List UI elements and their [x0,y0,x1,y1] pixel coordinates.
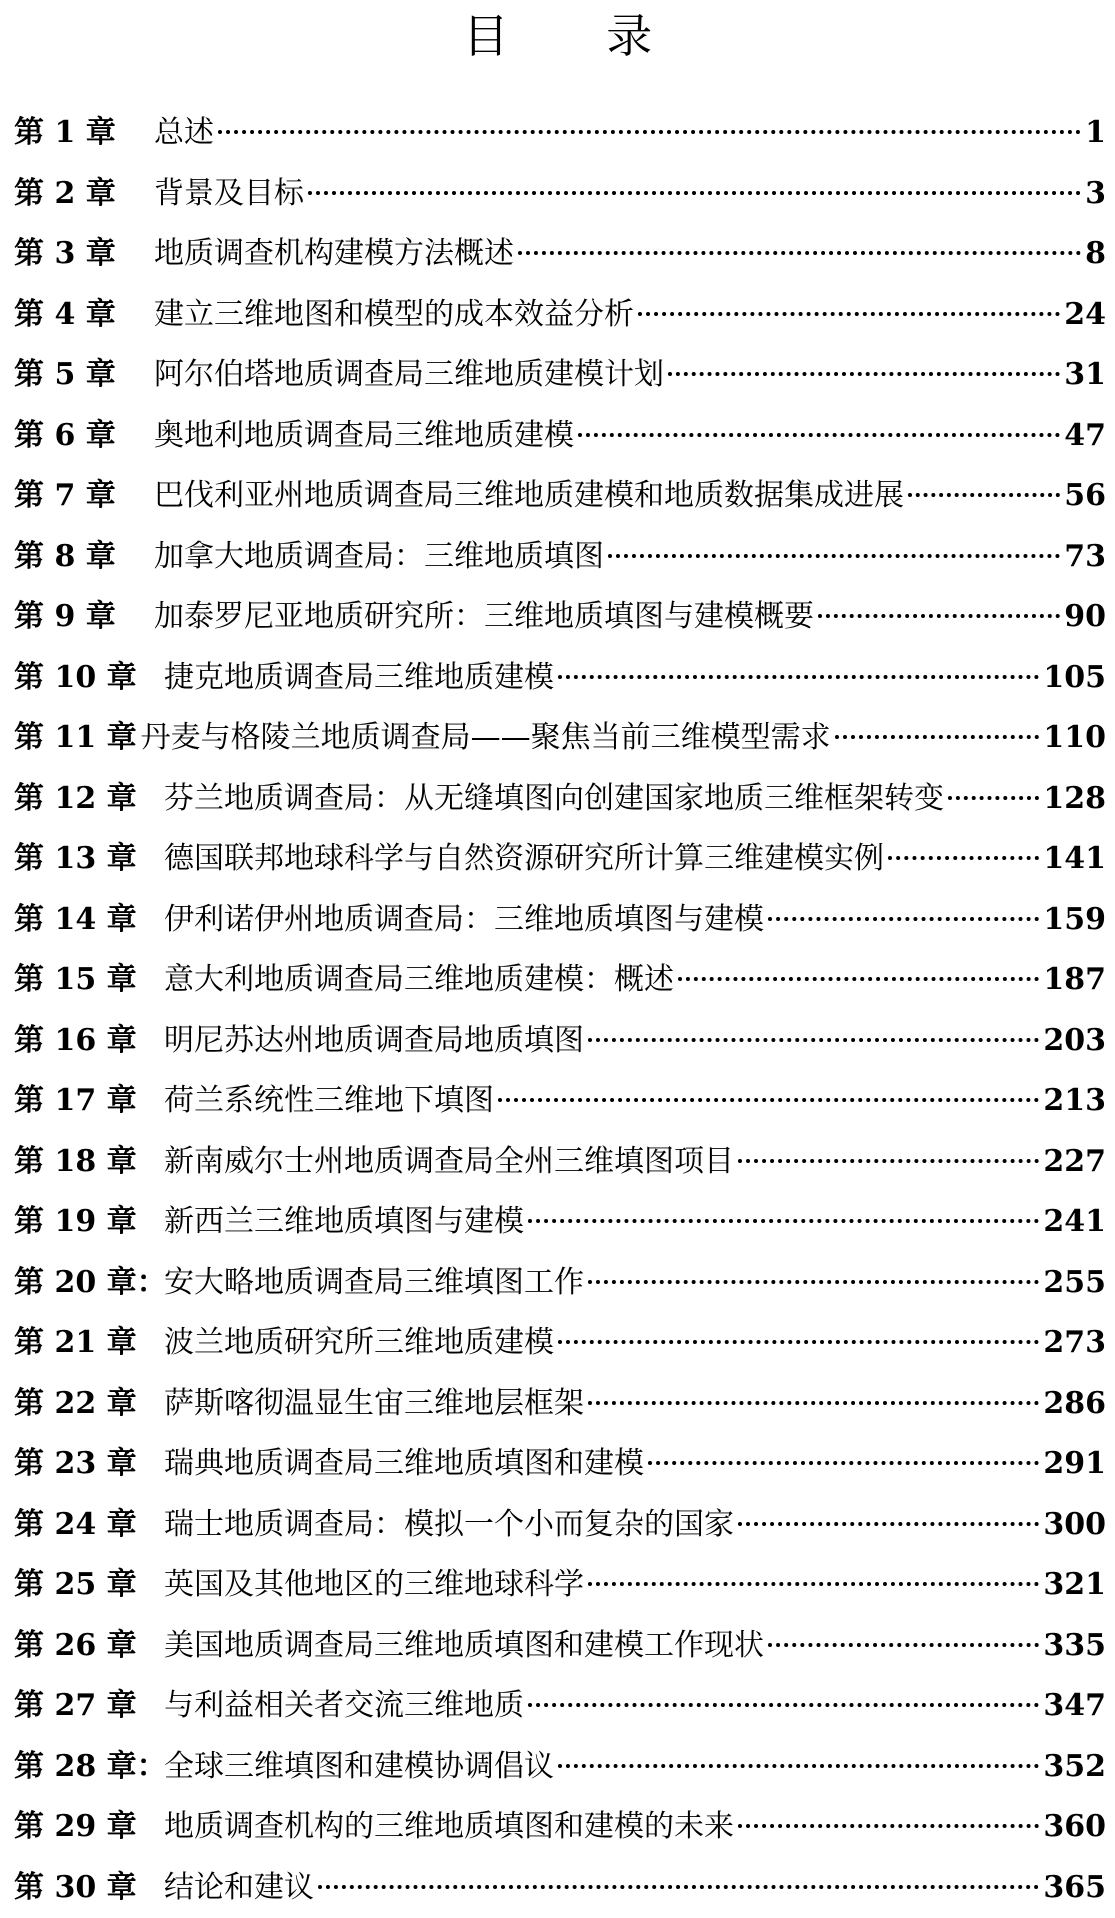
toc-entry[interactable] [14,103,1106,164]
dot-leader [578,433,1060,437]
chapter-label: 第 11 章 [14,708,137,769]
chapter-label: 第 20 章： [14,1253,164,1314]
dot-leader [948,796,1039,800]
chapter-label: 第 26 章 [14,1616,164,1677]
toc-entry[interactable] [14,1192,1106,1253]
page-number: 47 [1064,406,1106,467]
toc-entry[interactable] [14,1737,1106,1798]
chapter-label: 第 25 章 [14,1555,164,1616]
toc-entry[interactable] [14,1011,1106,1072]
chapter-title: 总述 [154,103,214,164]
page-number: 291 [1043,1434,1106,1495]
toc-entry[interactable] [14,1253,1106,1314]
chapter-label: 第 24 章 [14,1495,164,1556]
toc-entry[interactable] [14,950,1106,1011]
dot-leader [318,1885,1039,1889]
toc-entry[interactable] [14,466,1106,527]
chapter-title: 地质调查机构的三维地质填图和建模的未来 [164,1797,734,1858]
page-number: 141 [1043,829,1106,890]
chapter-label: 第 27 章 [14,1676,164,1737]
chapter-title: 伊利诺伊州地质调查局：三维地质填图与建模 [164,890,764,951]
chapter-label: 第 12 章 [14,769,164,830]
toc-entry[interactable] [14,527,1106,588]
dot-leader [558,1764,1039,1768]
toc-entry[interactable] [14,345,1106,406]
chapter-title: 奥地利地质调查局三维地质建模 [154,406,574,467]
chapter-label: 第 2 章 [14,164,154,225]
page-number: 1 [1085,103,1106,164]
toc-entry[interactable] [14,406,1106,467]
toc-entry[interactable] [14,769,1106,830]
chapter-label: 第 7 章 [14,466,154,527]
page-number: 360 [1043,1797,1106,1858]
chapter-label: 第 21 章 [14,1313,164,1374]
chapter-title: 与利益相关者交流三维地质 [164,1676,524,1737]
chapter-title: 新西兰三维地质填图与建模 [164,1192,524,1253]
toc-entry[interactable] [14,1132,1106,1193]
page-number: 213 [1043,1071,1106,1132]
toc-entry[interactable] [14,890,1106,951]
chapter-title: 瑞士地质调查局：模拟一个小而复杂的国家 [164,1495,734,1556]
chapter-title: 加拿大地质调查局：三维地质填图 [154,527,604,588]
table-of-contents [14,103,1106,1918]
dot-leader [768,1643,1039,1647]
dot-leader [558,675,1039,679]
page-number: 273 [1043,1313,1106,1374]
chapter-label: 第 10 章 [14,648,164,709]
chapter-label: 第 8 章 [14,527,154,588]
dot-leader [638,312,1060,316]
toc-entry[interactable] [14,164,1106,225]
page-number: 347 [1043,1676,1106,1737]
dot-leader [768,917,1039,921]
chapter-label: 第 18 章 [14,1132,164,1193]
chapter-label: 第 28 章： [14,1737,164,1798]
dot-leader [738,1159,1039,1163]
page-number: 321 [1043,1555,1106,1616]
page-title: 目 录 [0,6,1115,66]
toc-entry[interactable] [14,708,1106,769]
toc-entry[interactable] [14,829,1106,890]
dot-leader [528,1219,1039,1223]
page-number: 90 [1064,587,1106,648]
chapter-label: 第 14 章 [14,890,164,951]
dot-leader [218,130,1081,134]
page-number: 352 [1043,1737,1106,1798]
page-number: 227 [1043,1132,1106,1193]
dot-leader [518,251,1081,255]
chapter-label: 第 1 章 [14,103,154,164]
chapter-label: 第 23 章 [14,1434,164,1495]
dot-leader [835,735,1040,739]
chapter-title: 全球三维填图和建模协调倡议 [164,1737,554,1798]
page-number: 105 [1043,648,1106,709]
dot-leader [498,1098,1039,1102]
dot-leader [588,1038,1039,1042]
chapter-label: 第 17 章 [14,1071,164,1132]
page-number: 56 [1064,466,1106,527]
page-number: 24 [1064,285,1106,346]
toc-entry[interactable] [14,587,1106,648]
dot-leader [908,493,1060,497]
page-number: 8 [1085,224,1106,285]
toc-entry[interactable] [14,1071,1106,1132]
chapter-title: 阿尔伯塔地质调查局三维地质建模计划 [154,345,664,406]
page-number: 255 [1043,1253,1106,1314]
chapter-title: 萨斯喀彻温显生宙三维地层框架 [164,1374,584,1435]
dot-leader [608,554,1060,558]
dot-leader [528,1703,1039,1707]
chapter-title: 背景及目标 [154,164,304,225]
chapter-label: 第 16 章 [14,1011,164,1072]
toc-entry[interactable] [14,1555,1106,1616]
dot-leader [678,977,1039,981]
dot-leader [558,1340,1039,1344]
chapter-label: 第 29 章 [14,1797,164,1858]
chapter-title: 瑞典地质调查局三维地质填图和建模 [164,1434,644,1495]
chapter-title: 丹麦与格陵兰地质调查局——聚焦当前三维模型需求 [141,708,831,769]
chapter-label: 第 3 章 [14,224,154,285]
dot-leader [588,1401,1039,1405]
chapter-title: 芬兰地质调查局：从无缝填图向创建国家地质三维框架转变 [164,769,944,830]
page-number: 159 [1043,890,1106,951]
chapter-title: 德国联邦地球科学与自然资源研究所计算三维建模实例 [164,829,884,890]
page-number: 241 [1043,1192,1106,1253]
dot-leader [308,191,1081,195]
toc-entry[interactable] [14,1495,1106,1556]
chapter-label: 第 22 章 [14,1374,164,1435]
chapter-title: 英国及其他地区的三维地球科学 [164,1555,584,1616]
chapter-label: 第 15 章 [14,950,164,1011]
dot-leader [668,372,1060,376]
toc-entry[interactable] [14,224,1106,285]
chapter-title: 荷兰系统性三维地下填图 [164,1071,494,1132]
chapter-label: 第 5 章 [14,345,154,406]
page-number: 300 [1043,1495,1106,1556]
chapter-title: 波兰地质研究所三维地质建模 [164,1313,554,1374]
page-number: 335 [1043,1616,1106,1677]
chapter-label: 第 30 章 [14,1858,164,1918]
page-number: 31 [1064,345,1106,406]
chapter-title: 地质调查机构建模方法概述 [154,224,514,285]
dot-leader [738,1522,1039,1526]
chapter-title: 意大利地质调查局三维地质建模：概述 [164,950,674,1011]
toc-entry[interactable] [14,285,1106,346]
dot-leader [588,1280,1039,1284]
chapter-title: 明尼苏达州地质调查局地质填图 [164,1011,584,1072]
chapter-label: 第 19 章 [14,1192,164,1253]
toc-entry[interactable] [14,648,1106,709]
page-number: 286 [1043,1374,1106,1435]
toc-entry[interactable] [14,1676,1106,1737]
toc-entry[interactable] [14,1434,1106,1495]
dot-leader [648,1461,1039,1465]
chapter-label: 第 13 章 [14,829,164,890]
toc-entry[interactable] [14,1858,1106,1918]
chapter-title: 结论和建议 [164,1858,314,1918]
page-number: 365 [1043,1858,1106,1918]
page-number: 3 [1085,164,1106,225]
page-number: 203 [1043,1011,1106,1072]
page-number: 128 [1043,769,1106,830]
chapter-label: 第 6 章 [14,406,154,467]
chapter-label: 第 9 章 [14,587,154,648]
chapter-label: 第 4 章 [14,285,154,346]
chapter-title: 安大略地质调查局三维填图工作 [164,1253,584,1314]
chapter-title: 加泰罗尼亚地质研究所：三维地质填图与建模概要 [154,587,814,648]
page-number: 187 [1043,950,1106,1011]
dot-leader [888,856,1039,860]
dot-leader [738,1824,1039,1828]
dot-leader [588,1582,1039,1586]
toc-entry[interactable] [14,1616,1106,1677]
chapter-title: 新南威尔士州地质调查局全州三维填图项目 [164,1132,734,1193]
toc-entry[interactable] [14,1797,1106,1858]
chapter-title: 美国地质调查局三维地质填图和建模工作现状 [164,1616,764,1677]
page-number: 110 [1043,708,1106,769]
chapter-title: 建立三维地图和模型的成本效益分析 [154,285,634,346]
toc-entry[interactable] [14,1374,1106,1435]
chapter-title: 捷克地质调查局三维地质建模 [164,648,554,709]
page-number: 73 [1064,527,1106,588]
chapter-title: 巴伐利亚州地质调查局三维地质建模和地质数据集成进展 [154,466,904,527]
toc-entry[interactable] [14,1313,1106,1374]
dot-leader [818,614,1060,618]
